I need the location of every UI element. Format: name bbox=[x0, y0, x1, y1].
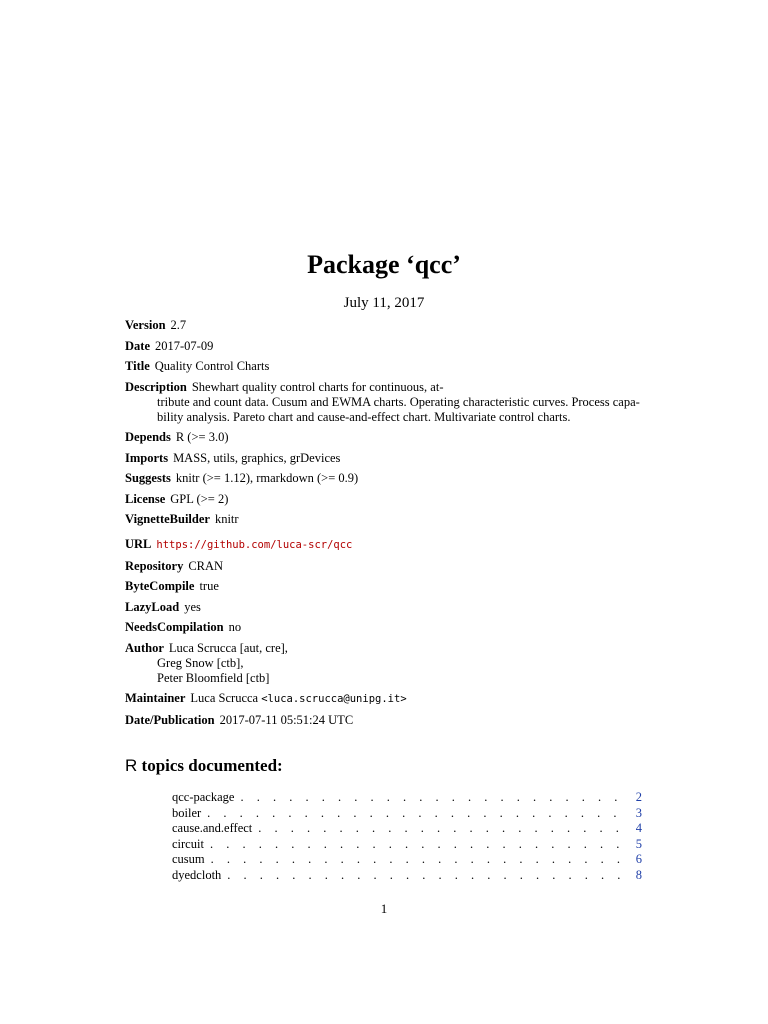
field-value: yes bbox=[184, 599, 201, 614]
field-value: Luca Scrucca [aut, cre], bbox=[168, 640, 288, 655]
toc-leader-dots bbox=[211, 852, 624, 868]
toc-entry-name: boiler bbox=[172, 805, 202, 820]
field-label: Date/Publication bbox=[125, 712, 215, 727]
field-label: Repository bbox=[125, 558, 184, 573]
topics-heading-text: topics documented: bbox=[137, 756, 283, 775]
field-suggests bbox=[125, 471, 645, 486]
toc-entry-name: dyedcloth bbox=[172, 867, 222, 882]
description-fields bbox=[125, 318, 645, 733]
field-value-continuation: Greg Snow [ctb], bbox=[157, 655, 244, 670]
field-label: Title bbox=[125, 359, 150, 373]
field-value-continuation: Peter Bloomfield [ctb] bbox=[157, 670, 270, 685]
field-title bbox=[125, 359, 645, 374]
field-value: R (>= 3.0) bbox=[175, 430, 229, 444]
toc-page-link[interactable]: 5 bbox=[635, 836, 642, 851]
package-date: July 11, 2017 bbox=[343, 295, 425, 311]
toc-entry[interactable] bbox=[172, 868, 642, 884]
toc-leader-dots bbox=[240, 790, 624, 806]
toc-page-link[interactable]: 2 bbox=[635, 790, 642, 804]
field-label: Author bbox=[125, 640, 164, 655]
field-lazyload bbox=[125, 600, 645, 615]
field-label: Imports bbox=[125, 450, 169, 465]
field-label: VignetteBuilder bbox=[125, 512, 210, 526]
field-description bbox=[125, 380, 645, 425]
field-maintainer bbox=[125, 691, 645, 707]
toc-page-link[interactable]: 6 bbox=[635, 852, 642, 866]
field-value: no bbox=[228, 620, 242, 634]
field-needscompilation bbox=[125, 620, 645, 635]
field-value-continuation: bility analysis. Pareto chart and cause-and-effect chart. Multivariate control charts. bbox=[157, 409, 571, 424]
field-url bbox=[125, 537, 645, 553]
field-value-end: > bbox=[400, 693, 407, 705]
field-label: Maintainer bbox=[125, 691, 186, 705]
table-of-contents bbox=[172, 790, 642, 883]
field-value: true bbox=[199, 579, 219, 593]
toc-leader-dots bbox=[207, 806, 624, 822]
toc-entry[interactable] bbox=[172, 821, 642, 837]
toc-entry[interactable] bbox=[172, 806, 642, 822]
topics-heading bbox=[125, 756, 283, 776]
field-label: LazyLoad bbox=[125, 599, 180, 614]
toc-page-link[interactable]: 3 bbox=[635, 805, 642, 820]
field-label: Date bbox=[125, 338, 150, 353]
field-value: Quality Control Charts bbox=[154, 359, 270, 373]
field-value: knitr bbox=[214, 512, 239, 526]
package-title: Package ‘qcc’ bbox=[307, 250, 461, 279]
toc-leader-dots bbox=[210, 837, 624, 853]
field-label: Description bbox=[125, 379, 187, 394]
field-version bbox=[125, 318, 645, 333]
toc-entry-name: circuit bbox=[172, 836, 204, 851]
field-value: 2017-07-09 bbox=[155, 338, 214, 353]
toc-leader-dots bbox=[258, 821, 624, 837]
field-date bbox=[125, 339, 645, 354]
maintainer-email: luca.scrucca@unipg.it bbox=[267, 693, 401, 705]
toc-leader-dots bbox=[227, 868, 624, 884]
field-value-continuation: tribute and count data. Cusum and EWMA charts. Operating characteristic curves. Process capa- bbox=[157, 394, 640, 409]
topics-heading-r: R bbox=[125, 756, 138, 775]
field-value: 2017-07-11 05:51:24 UTC bbox=[219, 712, 354, 727]
field-value: CRAN bbox=[188, 558, 224, 573]
toc-entry-name: cause.and.effect bbox=[172, 821, 253, 835]
field-label: ByteCompile bbox=[125, 579, 195, 593]
field-bytecompile bbox=[125, 579, 645, 594]
field-author bbox=[125, 641, 645, 686]
field-depends bbox=[125, 430, 645, 445]
page-number: 1 bbox=[380, 901, 388, 916]
field-date-publication bbox=[125, 713, 645, 728]
field-label: License bbox=[125, 491, 166, 506]
field-value: MASS, utils, graphics, grDevices bbox=[173, 450, 341, 465]
toc-entry-name: cusum bbox=[172, 852, 205, 866]
toc-entry[interactable] bbox=[172, 852, 642, 868]
toc-page-link[interactable]: 8 bbox=[635, 867, 642, 882]
field-value: Luca Scrucca < bbox=[190, 691, 268, 705]
field-label: NeedsCompilation bbox=[125, 620, 224, 634]
field-license bbox=[125, 492, 645, 507]
field-value[interactable]: https://github.com/luca-scr/qcc bbox=[156, 539, 353, 551]
field-value: Shewhart quality control charts for continuous, at- bbox=[191, 379, 444, 394]
field-label: Depends bbox=[125, 430, 171, 444]
field-value: knitr (>= 1.12), rmarkdown (>= 0.9) bbox=[175, 471, 359, 485]
field-vignettebuilder bbox=[125, 512, 645, 527]
toc-entry[interactable] bbox=[172, 790, 642, 806]
toc-entry-name: qcc-package bbox=[172, 790, 235, 804]
toc-page-link[interactable]: 4 bbox=[635, 821, 642, 835]
field-label: Suggests bbox=[125, 471, 171, 485]
field-value: GPL (>= 2) bbox=[170, 491, 229, 506]
field-imports bbox=[125, 451, 645, 466]
field-value: 2.7 bbox=[170, 318, 187, 332]
toc-entry[interactable] bbox=[172, 837, 642, 853]
field-label: Version bbox=[125, 318, 166, 332]
field-label: URL bbox=[125, 537, 152, 551]
field-repository bbox=[125, 559, 645, 574]
